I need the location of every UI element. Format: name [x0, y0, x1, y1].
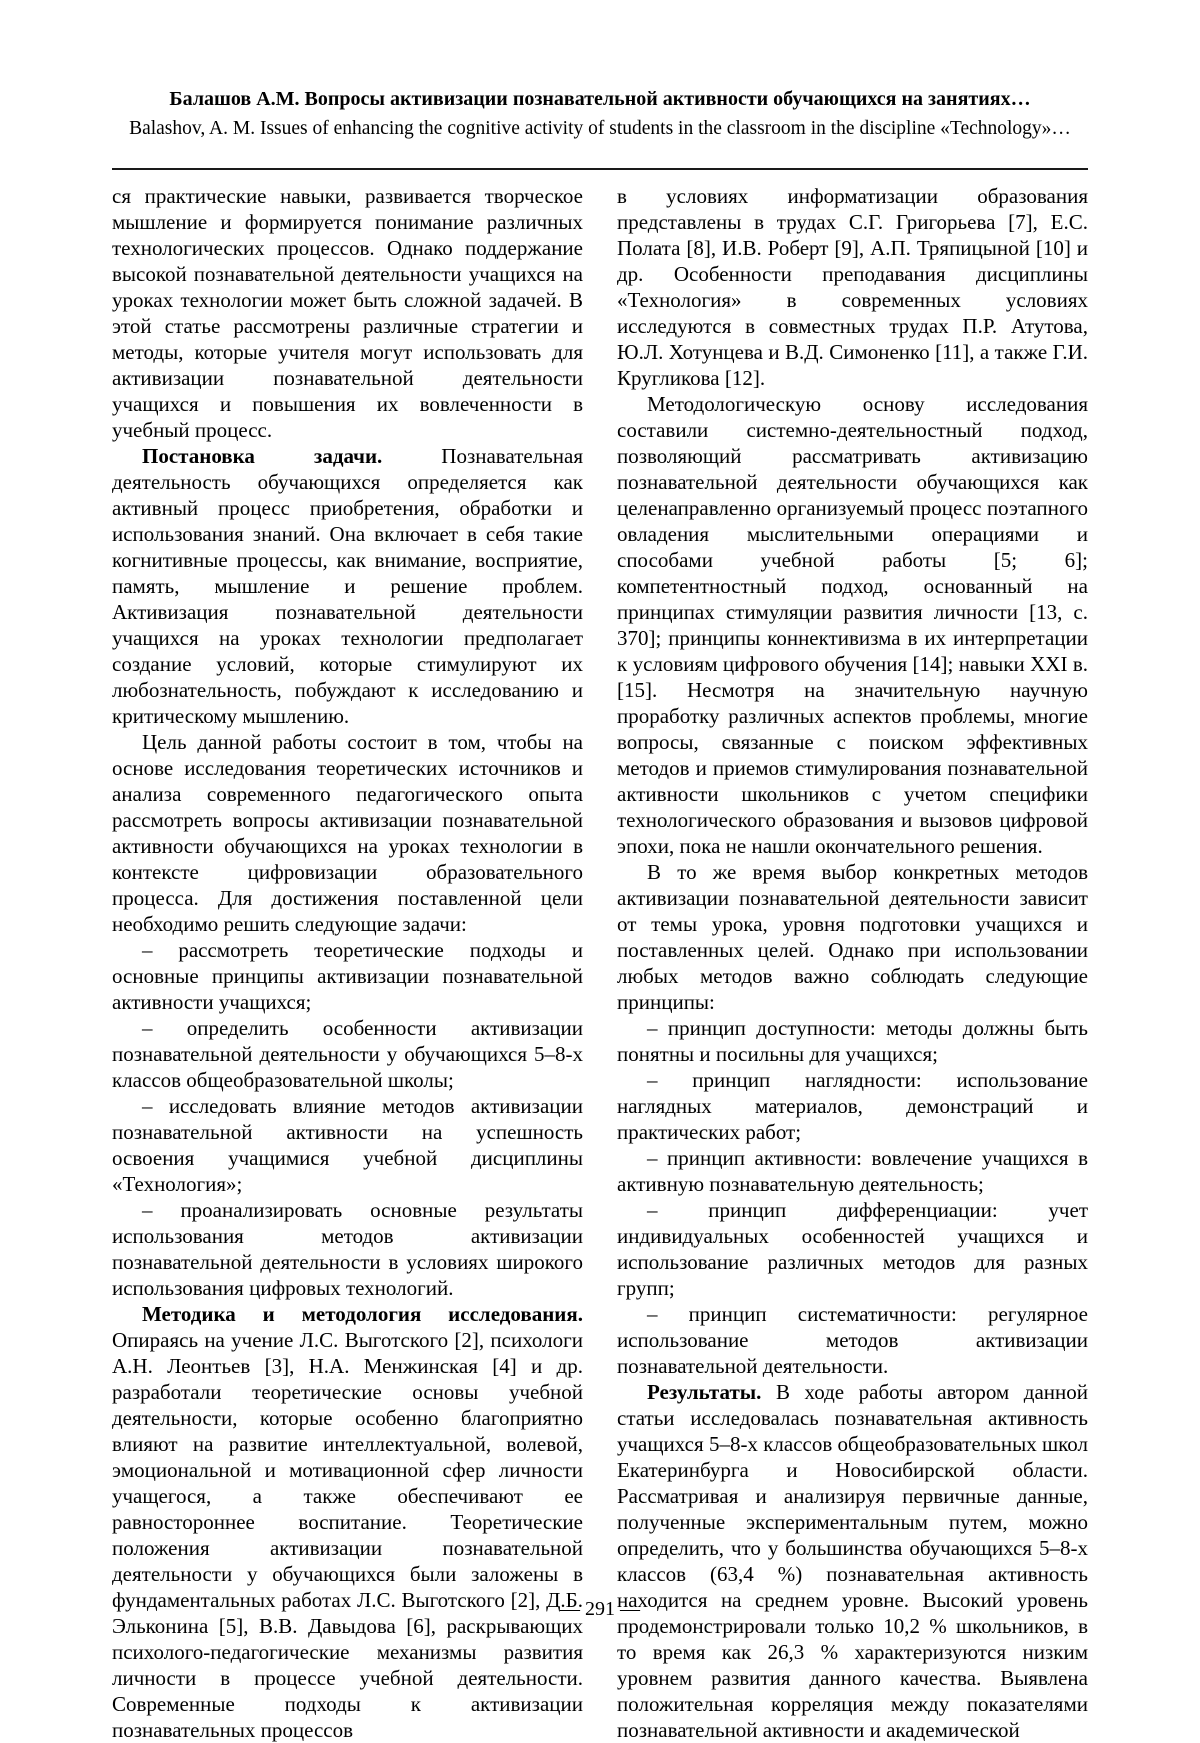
run-in-heading: Методика и методология исследования.	[142, 1302, 583, 1326]
run-in-heading: Результаты.	[647, 1380, 776, 1404]
run-in-heading: Постановка задачи.	[142, 444, 442, 468]
paragraph: – принцип активности: вовлечение учащихся в активную познавательную деятельность;	[617, 1146, 1088, 1196]
paragraph: в условиях информатизации образования представлены в трудах С.Г. Григорьева [7], Е.С. Полата [8], И.В. Роберт [9], А.П. Тряпицыной [10] и др. Особенности преподавания дисциплины «Технология» в современных условиях исследуются в совместных трудах П.Р. Атутова, Ю.Л. Хотунцева и В.Д. Симоненко [11], а также Г.И. Кругликова [12].	[617, 184, 1088, 390]
article-body	[112, 183, 1088, 1743]
paragraph: – принцип доступности: методы должны быть понятны и посильны для учащихся;	[617, 1016, 1088, 1066]
paragraph: – рассмотреть теоретические подходы и основные принципы активизации познавательной активности учащихся;	[112, 938, 583, 1014]
running-head-title-ru: Балашов А.М. Вопросы активизации познавательной активности обучающихся на занятиях…	[169, 88, 1031, 110]
paragraph: Методика и методология исследования. Опираясь на учение Л.С. Выготского [2], психологи А.Н. Леонтьев [3], Н.А. Менжинская [4] и др. разработали теоретические основы учебной деятельности, которые особенно благоприятно влияют на развитие интеллектуальной, волевой, эмоциональной и мотивационной сфер личности учащегося, а также обеспечивают ее равностороннее воспитание. Теоретические положения активизации познавательной деятельности у обучающихся были заложены в фундаментальных работах Л.С. Выготского [2], Д.Б. Эльконина [5], В.В. Давыдова [6], раскрывающих психолого-педагогические механизмы развития личности в процессе учебной деятельности. Современные подходы к активизации познавательных процессов	[112, 1302, 583, 1742]
paragraph: – определить особенности активизации познавательной деятельности у обучающихся 5–8-х классов общеобразовательной школы;	[112, 1016, 583, 1092]
paragraph: В то же время выбор конкретных методов активизации познавательной деятельности зависит от темы урока, уровня подготовки учащихся и поставленных целей. Однако при использовании любых методов важно соблюдать следующие принципы:	[617, 860, 1088, 1014]
paragraph: – исследовать влияние методов активизации познавательной активности на успешность освоения учащимися учебной дисциплины «Технология»;	[112, 1094, 583, 1196]
paragraph: Методологическую основу исследования составили системно-деятельностный подход, позволяющий рассматривать активизацию познавательной деятельности обучающихся как целенаправленно организуемый процесс поэтапного овладения мыслительными операциями и способами учебной работы [5; 6]; компетентностный подход, основанный на принципах стимуляции развития личности [13, с. 370]; принципы коннективизма в их интерпретации к условиям цифрового обучения [14]; навыки XXI в. [15]. Несмотря на значительную научную проработку различных аспектов проблемы, многие вопросы, связанные с поиском эффективных методов и приемов стимулирования познавательной активности школьников с учетом специфики технологического образования и вызовов цифровой эпохи, пока не нашли окончательного решения.	[617, 392, 1088, 858]
running-head	[112, 84, 1088, 144]
paragraph: – принцип дифференциации: учет индивидуальных особенностей учащихся и использование различных методов для разных групп;	[617, 1198, 1088, 1300]
page-number: — 291 —	[560, 1598, 640, 1620]
paragraph: ся практические навыки, развивается творческое мышление и формируется понимание различных технологических процессов. Однако поддержание высокой познавательной деятельности учащихся на уроках технологии может быть сложной задачей. В этой статье рассмотрены различные стратегии и методы, которые учителя могут использовать для активизации познавательной деятельности учащихся и повышения их вовлеченности в учебный процесс.	[112, 184, 583, 442]
header-divider-rule	[112, 168, 1088, 170]
paragraph: – принцип систематичности: регулярное использование методов активизации познавательной деятельности.	[617, 1302, 1088, 1378]
running-head-title-en: Balashov, A. M. Issues of enhancing the cognitive activity of students in the classroom in the discipline «Technology»…	[129, 118, 1071, 139]
paragraph: – принцип наглядности: использование наглядных материалов, демонстраций и практических работ;	[617, 1068, 1088, 1144]
paragraph: Результаты. В ходе работы автором данной статьи исследовалась познавательная активность учащихся 5–8-х классов общеобразовательных школ Екатеринбурга и Новосибирской области. Рассматривая и анализируя первичные данные, полученные экспериментальным путем, можно определить, что у большинства обучающихся 5–8-х классов (63,4 %) познавательная активность находится на среднем уровне. Высокий уровень продемонстрировали только 10,2 % школьников, в то время как 26,3 % характеризуются низким уровнем развития данного качества. Выявлена положительная корреляция между показателями познавательной активности и академической	[617, 1380, 1088, 1742]
column-right	[617, 183, 1088, 1743]
paragraph: – проанализировать основные результаты использования методов активизации познавательной деятельности в условиях широкого использования цифровых технологий.	[112, 1198, 583, 1300]
paragraph: Постановка задачи. Познавательная деятельность обучающихся определяется как активный процесс приобретения, обработки и использования знаний. Она включает в себя такие когнитивные процессы, как внимание, восприятие, память, мышление и решение проблем. Активизация познавательной деятельности учащихся на уроках технологии предполагает создание условий, которые стимулируют их любознательность, побуждают к исследованию и критическому мышлению.	[112, 444, 583, 728]
column-left	[112, 183, 583, 1743]
paragraph: Цель данной работы состоит в том, чтобы на основе исследования теоретических источников и анализа современного педагогического опыта рассмотреть вопросы активизации познавательной активности обучающихся на уроках технологии в контексте цифровизации образовательного процесса. Для достижения поставленной цели необходимо решить следующие задачи:	[112, 730, 583, 936]
